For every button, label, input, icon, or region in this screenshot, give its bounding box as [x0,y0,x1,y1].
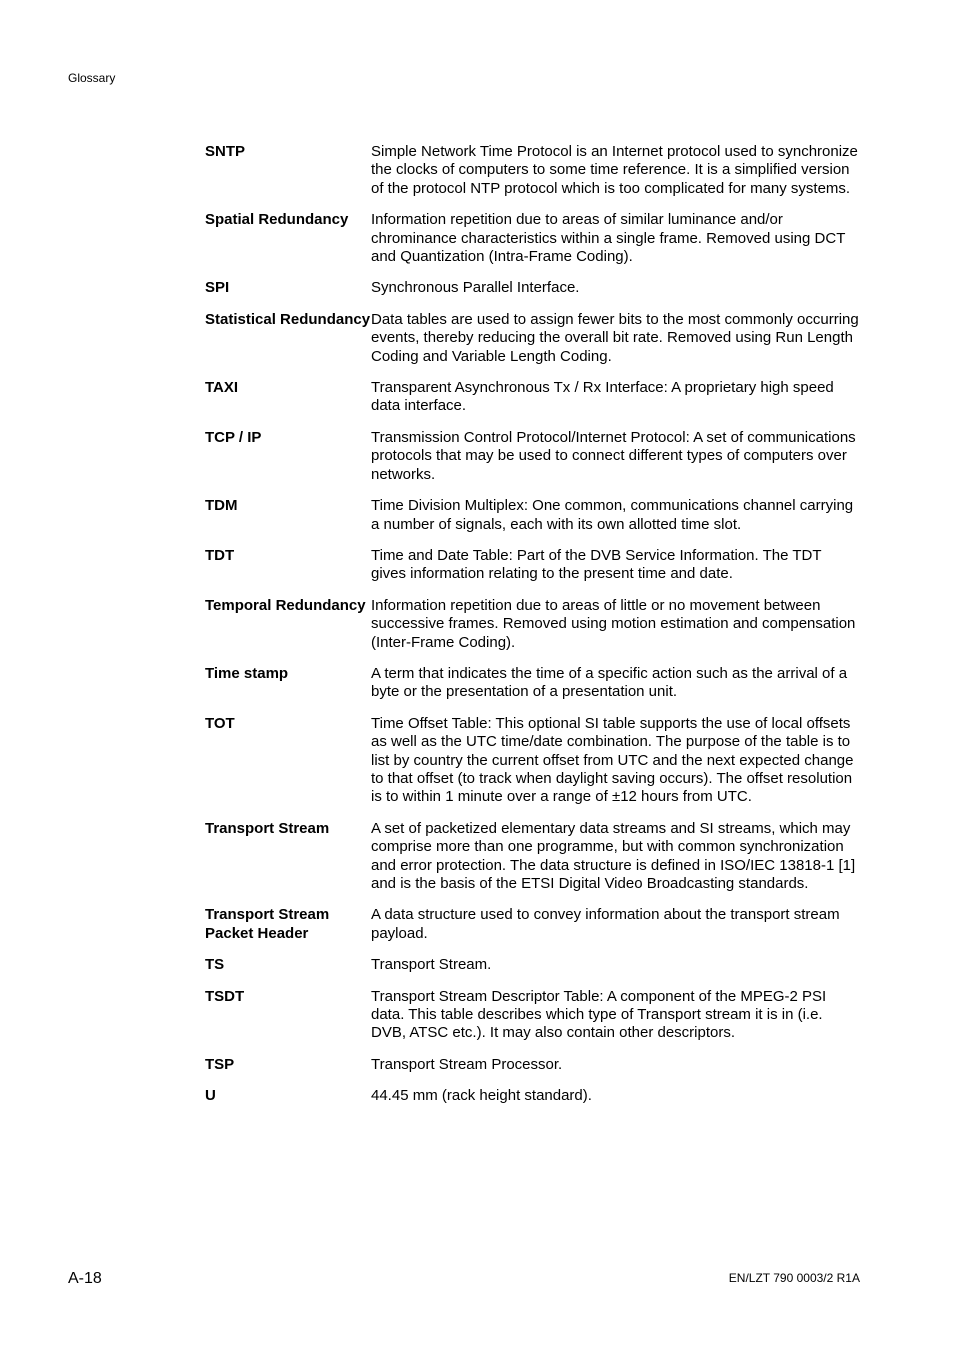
glossary-definition: Transport Stream Processor. [371,1055,563,1073]
glossary-entry [205,988,860,1043]
glossary-entry [205,143,860,198]
glossary-definition: Information repetition due to areas of similar luminance and/or chrominance characteristics within a single frame. Removed using DCT and Quantization (Intra-Frame Coding). [371,211,846,266]
glossary-entry [205,956,860,974]
page-number: A-18 [68,1270,102,1287]
glossary-definition: 44.45 mm (rack height standard). [371,1087,592,1105]
glossary-definition: A set of packetized elementary data streams and SI streams, which may comprise more than one programme, but with common synchronization and error protection. The data structure is defined in ISO/IEC 13818-1 [1] and is the basis of the ETSI Digital Video Broadcasting standards. [371,819,856,892]
glossary-term: Statistical Redundancy [205,310,371,328]
glossary-definition: A data structure used to convey information about the transport stream payload. [371,906,840,942]
glossary-entry [205,379,860,416]
glossary-term: Spatial Redundancy [205,211,349,229]
glossary-entry [205,665,860,702]
glossary-entry [205,211,860,266]
glossary-term: SNTP [205,143,246,160]
glossary-entry [205,429,860,484]
glossary-definition: Data tables are used to assign fewer bits to the most commonly occurring events, thereby reducing the overall bit rate. Removed using Run Length Coding and Variable Length Coding. [371,310,859,365]
document-reference: EN/LZT 790 0003/2 R1A [728,1271,860,1285]
glossary-entry [205,279,860,297]
glossary-term: Transport Stream [205,819,330,837]
glossary-entry [205,1056,860,1074]
glossary-entry [205,311,860,366]
glossary-term: TCP / IP [205,428,262,446]
glossary-entry [205,547,860,584]
glossary-term: TDM [205,497,238,515]
glossary-definition: Information repetition due to areas of little or no movement between successive frames. Removed using motion estimation and compensation (Inter-Frame Coding). [371,596,856,651]
glossary-term: TAXI [205,379,239,397]
glossary-term: Time stamp [205,664,289,682]
glossary-term: TSP [205,1055,235,1073]
glossary-entry [205,597,860,652]
glossary-entry [205,1087,860,1105]
glossary-definition: Time Division Multiplex: One common, communications channel carrying a number of signals, each with its own allotted time slot. [371,497,854,533]
glossary-term: U [205,1087,216,1105]
glossary-entry [205,820,860,894]
glossary-definition: Simple Network Time Protocol is an Internet protocol used to synchronize the clocks of computers to some time reference. It is a simplified version of the protocol NTP protocol which is too complicated for many systems. [371,143,858,197]
glossary-definition: Synchronous Parallel Interface. [371,279,580,297]
glossary-definition: Transmission Control Protocol/Internet Protocol: A set of communications protocols that may be used to connect different types of computers over networks. [371,428,856,483]
glossary-term: Temporal Redundancy [205,596,366,614]
glossary-definition: Transparent Asynchronous Tx / Rx Interface: A proprietary high speed data interface. [371,379,834,415]
glossary-term: TS [205,956,225,974]
glossary-term: TDT [205,546,235,564]
glossary-definition: Transport Stream. [371,956,492,974]
glossary-term: SPI [205,279,230,297]
glossary-entry [205,497,860,534]
glossary-list [205,143,860,1119]
glossary-term: TOT [205,714,235,732]
glossary-term: Transport Stream Packet Header [205,906,330,942]
glossary-definition: Time and Date Table: Part of the DVB Service Information. The TDT gives information relating to the present time and date. [371,546,822,583]
glossary-definition: A term that indicates the time of a specific action such as the arrival of a byte or the presentation of a presentation unit. [371,664,848,701]
glossary-term: TSDT [205,987,245,1005]
glossary-definition: Transport Stream Descriptor Table: A component of the MPEG-2 PSI data. This table describes which type of Transport stream it is in (i.e. DVB, ATSC etc.). It may also contain other descriptors. [371,987,827,1042]
glossary-entry [205,715,860,807]
glossary-entry [205,906,860,943]
glossary-definition: Time Offset Table: This optional SI table supports the use of local offsets as well as the UTC time/date combination. The purpose of the table is to list by country the current offset from UTC and the next expected change to that offset (to track when daylight saving occurs). The offset resolution is to within 1 minute over a range of ±12 hours from UTC. [371,714,854,806]
page-header: Glossary [68,71,116,85]
